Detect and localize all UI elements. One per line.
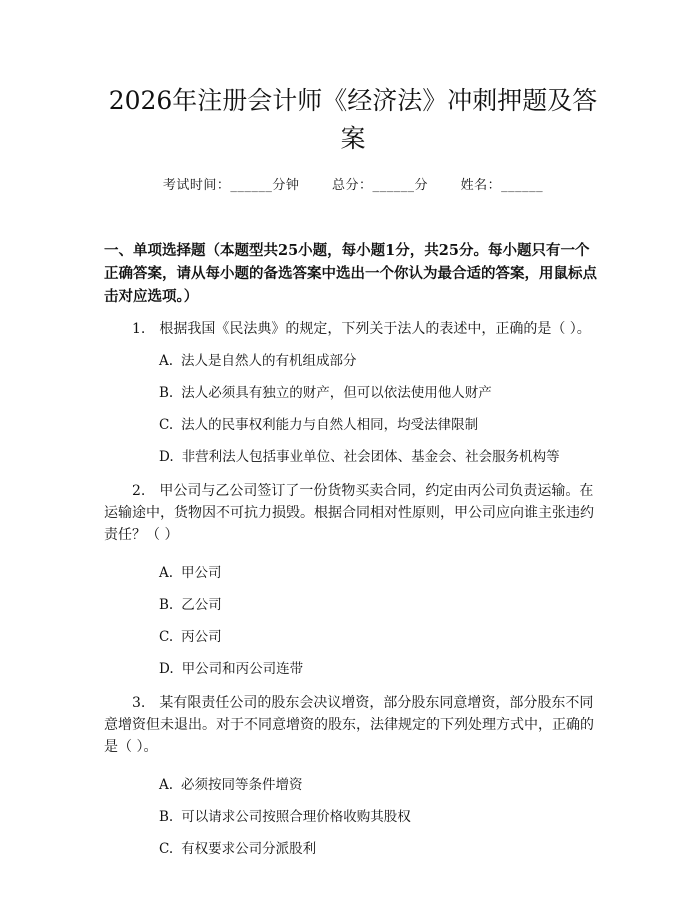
question-2	[104, 480, 602, 680]
question-option[interactable]	[104, 446, 602, 468]
option-label: A.	[159, 777, 174, 793]
option-label: B.	[159, 597, 174, 613]
question-option[interactable]	[104, 658, 602, 680]
section-heading: 一、单项选择题（本题型共25小题，每小题1分，共25分。每小题只有一个正确答案，请从每小题的备选答案中选出一个你认为最合适的答案，用鼠标点击对应选项。）	[104, 242, 597, 305]
option-text: 甲公司	[181, 565, 222, 581]
question-3	[104, 692, 602, 860]
exam-meta	[104, 174, 602, 193]
option-text: 乙公司	[181, 597, 222, 613]
total-score-field: 总分：______分	[331, 178, 428, 193]
option-label: C.	[159, 841, 174, 857]
question-option[interactable]	[104, 414, 602, 436]
question-option[interactable]	[104, 626, 602, 648]
option-text: 法人必须具有独立的财产，但可以依法使用他人财产	[181, 385, 492, 401]
option-text: 可以请求公司按照合理价格收购其股权	[181, 809, 411, 825]
question-stem: 3. 某有限责任公司的股东会决议增资，部分股东同意增资，部分股东不同意增资但未退出。对于不同意增资的股东，法律规定的下列处理方式中，正确的是（ ）。	[104, 695, 594, 755]
question-option[interactable]	[104, 382, 602, 404]
option-text: 法人是自然人的有机组成部分	[181, 353, 357, 369]
question-option[interactable]	[104, 774, 602, 796]
option-text: 甲公司和丙公司连带	[181, 661, 304, 677]
question-option[interactable]	[104, 806, 602, 828]
exam-time-field: 考试时间：______分钟	[162, 178, 300, 193]
option-text: 有权要求公司分派股利	[181, 841, 317, 857]
option-text: 必须按同等条件增资	[181, 777, 303, 793]
question-stem: 2. 甲公司与乙公司签订了一份货物买卖合同，约定由丙公司负责运输。在运输途中，货物因不可抗力损毁。根据合同相对性原则，甲公司应向谁主张违约责任？（ ）	[104, 483, 594, 543]
option-label: D.	[159, 661, 174, 677]
option-label: B.	[159, 809, 174, 825]
option-text: 法人的民事权利能力与自然人相同，均受法律限制	[181, 417, 479, 433]
question-1	[104, 318, 602, 468]
option-text: 丙公司	[181, 629, 222, 645]
question-stem: 1. 根据我国《民法典》的规定，下列关于法人的表述中，正确的是（ ）。	[132, 321, 591, 337]
name-field: 姓名：______	[460, 178, 544, 193]
title-line-2: 案	[340, 124, 366, 153]
option-label: C.	[159, 629, 174, 645]
title-line-1: 2026年注册会计师《经济法》冲刺押题及答	[108, 86, 598, 115]
option-label: C.	[159, 417, 174, 433]
question-option[interactable]	[104, 838, 602, 860]
document-title	[104, 82, 602, 158]
question-option[interactable]	[104, 562, 602, 584]
option-label: D.	[159, 449, 174, 465]
option-label: A.	[159, 353, 174, 369]
option-label: B.	[159, 385, 174, 401]
option-label: A.	[159, 565, 174, 581]
option-text: 非营利法人包括事业单位、社会团体、基金会、社会服务机构等	[181, 449, 560, 465]
question-option[interactable]	[104, 594, 602, 616]
question-option[interactable]	[104, 350, 602, 372]
